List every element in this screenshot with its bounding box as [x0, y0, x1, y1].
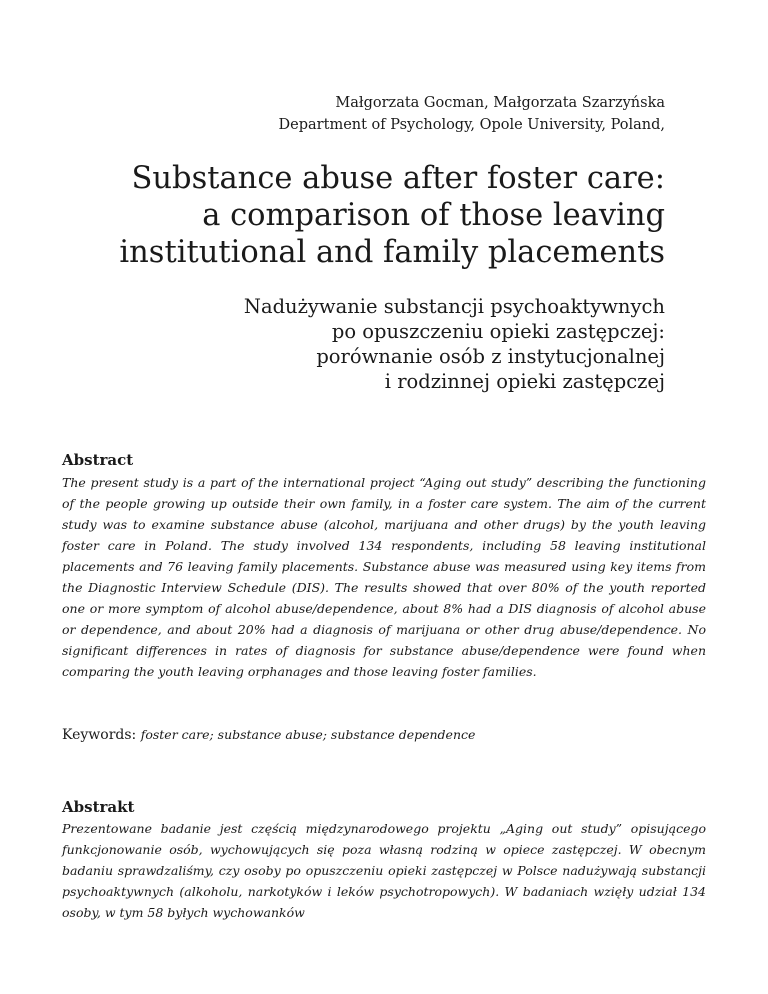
- subtitle-line-4: i rodzinnej opieki zastępczej: [384, 370, 665, 393]
- subtitle-line-3: porównanie osób z instytucjonalnej: [316, 345, 665, 368]
- subtitle-line-2: po opuszczeniu opieki zastępczej:: [331, 320, 665, 343]
- author-affiliation: Department of Psychology, Opole University, Poland,: [278, 117, 665, 133]
- author-block: [279, 92, 665, 136]
- keywords: [62, 725, 706, 745]
- keywords-separator: :: [131, 727, 141, 743]
- keywords-list: foster care; substance abuse; substance dependence: [140, 727, 476, 742]
- title-line-2: a comparison of those leaving: [202, 198, 665, 233]
- title-line-1: Substance abuse after foster care:: [131, 161, 665, 196]
- subtitle-line-1: Nadużywanie substancji psychoaktywnych: [243, 295, 665, 318]
- paper-subtitle-polish: [145, 294, 665, 394]
- abstract-heading: Abstract: [62, 451, 134, 469]
- abstract-text: The present study is a part of the international project “Aging out study” describing the functioning of the people growing up outside their own family, in a foster care system. The aim of the current study was to examine substance abuse (alcohol, marijuana and other drugs) by the youth leaving foster care in Poland. The study involved 134 respondents, including 58 leaving institutional placements and 76 leaving family placements. Substance abuse was measured using key items from the Diagnostic Interview Schedule (DIS). The results showed that over 80% of the youth reported one or more symptom of alcohol abuse/dependence, about 8% had a DIS diagnosis of alcohol abuse or dependence, and about 20% had a diagnosis of marijuana or other drug abuse/dependence. No significant differences in rates of diagnosis for substance abuse/dependence were found when comparing the youth leaving orphanages and those leaving foster families.: [62, 475, 706, 679]
- abstrakt-heading: Abstrakt: [62, 798, 135, 816]
- paper-title: [105, 160, 665, 271]
- author-names: Małgorzata Gocman, Małgorzata Szarzyńska: [335, 95, 665, 111]
- abstrakt-text: Prezentowane badanie jest częścią międzynarodowego projektu „Aging out study” opisującego funkcjonowanie osób, wychowujących się poza własną rodziną w opiece zastępczej. W obecnym badaniu sprawdzaliśmy, czy osoby po opuszczeniu opieki zastępczej w Polsce nadużywają substancji psychoaktywnych (alkoholu, narkotyków i leków psychotropowych). W badaniach wzięły udział 134 osoby, w tym 58 byłych wychowanków: [62, 821, 706, 920]
- keywords-label: Keywords: [62, 727, 132, 743]
- title-line-3: institutional and family placements: [119, 235, 665, 270]
